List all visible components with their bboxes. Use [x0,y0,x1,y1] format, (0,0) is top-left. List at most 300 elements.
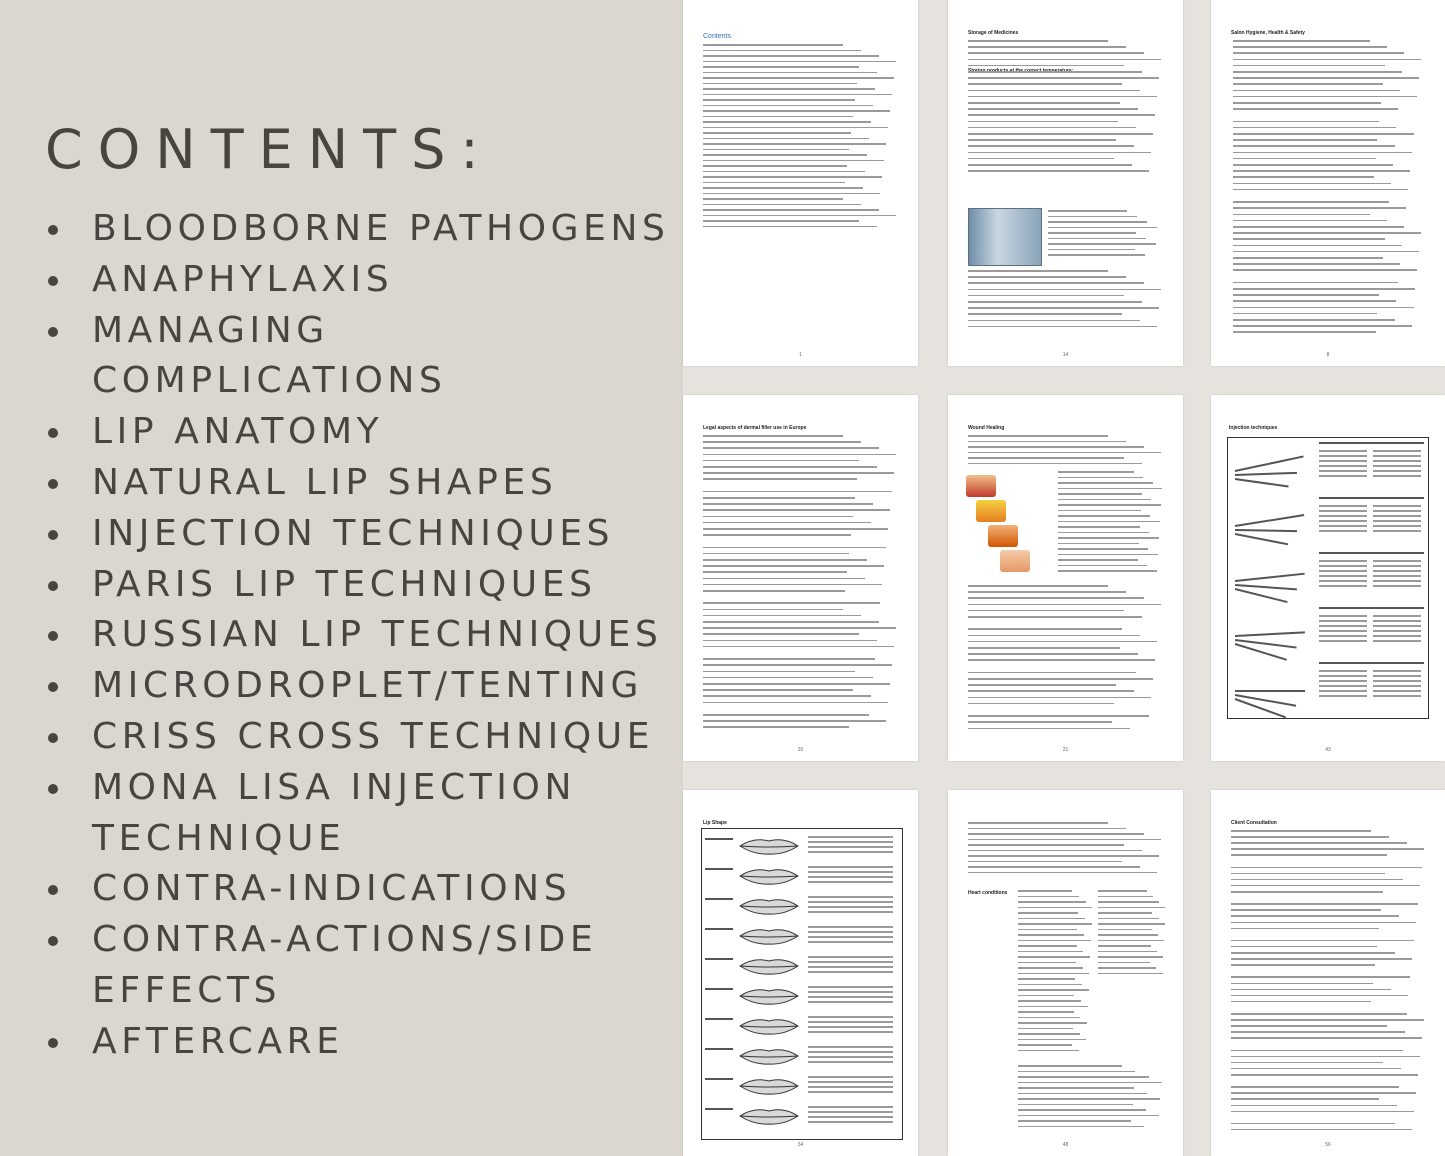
text-line [703,209,879,211]
text-line [1231,1025,1387,1027]
text-line [703,633,859,635]
text-line [1233,127,1396,129]
text-line [968,90,1140,92]
text-line [1233,96,1417,98]
contents-item-label: CONTRA-ACTIONS/SIDE EFFECTS [92,919,598,1011]
text-line [1233,238,1385,240]
text-line [703,702,888,704]
text-line [1319,575,1367,577]
text-line [968,152,1151,154]
text-line [1373,620,1421,622]
text-line [1058,493,1142,495]
text-line [1231,915,1399,917]
text-line [968,457,1124,459]
text-line [1233,251,1419,253]
text-line [703,187,863,189]
bullet-icon [48,631,58,641]
text-line [1319,625,1367,627]
text-line [808,1061,893,1063]
page-heading: Lip Shape [703,820,727,826]
text-line [703,553,849,555]
text-line [1373,520,1421,522]
text-line [1373,565,1421,567]
text-line [703,44,843,46]
text-line [1319,675,1367,677]
text-line [1319,615,1367,617]
text-line [1231,891,1383,893]
text-line [1098,967,1156,969]
text-line [703,55,879,57]
text-line [968,83,1122,85]
text-line [1373,465,1421,467]
text-line [968,628,1122,630]
text-line [1018,1065,1122,1067]
text-line [1233,46,1387,48]
text-line [968,828,1126,830]
text-line [703,447,879,449]
text-line [1233,121,1379,123]
contents-item [48,509,692,560]
text-line [1018,923,1092,925]
text-line [1058,537,1159,539]
preview-page-lip-shapes [683,790,918,1156]
lips-icon [738,896,800,916]
contents-item [48,1017,692,1068]
text-line [703,198,843,200]
contents-item-label: MONA LISA INJECTION TECHNIQUE [92,766,576,859]
text-line [1058,477,1143,479]
text-line [808,1106,893,1108]
text-line [703,646,894,648]
text-line [1233,59,1421,61]
text-line [703,94,892,96]
text-line [968,320,1140,322]
text-line [1319,620,1367,622]
text-line [968,46,1126,48]
text-line [1319,670,1367,672]
fridge-photo [968,208,1042,266]
text-line [968,672,1136,674]
text-line [1319,662,1424,664]
page-heading: Client Consultation [1231,820,1277,826]
text-line [1018,956,1090,958]
contents-item [48,458,692,509]
text-line [1018,984,1082,986]
text-line [1319,635,1367,637]
text-line [1231,946,1377,948]
text-line [968,850,1142,852]
page-heading: Heart conditions [968,890,1008,896]
wound-diagram [988,525,1018,547]
contents-item-label: AFTERCARE [92,1020,344,1062]
bullet-icon [48,327,58,337]
text-line [968,145,1134,147]
text-line [968,855,1159,857]
text-line [1018,1044,1072,1046]
text-line [703,671,855,673]
text-line [1018,896,1079,898]
text-line [1018,1082,1162,1084]
text-line [705,988,733,990]
text-line [703,165,847,167]
text-line [1373,510,1421,512]
text-line [1233,170,1410,172]
text-line [703,689,853,691]
text-line [808,941,893,943]
text-line [968,591,1126,593]
text-line [808,1116,893,1118]
text-line [1231,1037,1422,1039]
text-line [1058,554,1158,556]
text-line [968,121,1118,123]
text-line [1319,465,1367,467]
text-line [968,139,1116,141]
text-line [1058,543,1139,545]
text-line [1233,145,1395,147]
text-line [1231,928,1379,930]
text-line [703,509,890,511]
text-line [703,516,853,518]
page-number: 8 [1326,352,1330,358]
text-line [1058,504,1161,506]
text-line [1018,929,1077,931]
text-line [703,472,894,474]
contents-item-label: RUSSIAN LIP TECHNIQUES [92,614,663,656]
text-line [1233,152,1412,154]
text-line [968,114,1155,116]
page-heading: Contents [703,33,732,40]
text-line [1373,680,1421,682]
text-line [1373,515,1421,517]
text-line [968,52,1144,54]
text-line [705,928,733,930]
text-line [1373,685,1421,687]
text-line [1098,918,1159,920]
contents-item [48,610,692,661]
contents-item [48,204,692,255]
bullet-icon [48,581,58,591]
text-line [1018,945,1077,947]
text-line [968,71,1142,73]
text-line [808,961,893,963]
text-line [1373,560,1421,562]
text-line [1058,570,1157,572]
text-line [703,466,877,468]
text-line [1018,934,1084,936]
text-line [703,220,859,222]
text-line [1373,695,1421,697]
text-line [1058,510,1141,512]
text-line [968,108,1138,110]
text-line [1048,243,1156,245]
text-line [968,641,1157,643]
text-line [1018,1022,1087,1024]
text-line [808,1051,893,1053]
text-line [968,635,1140,637]
text-line [1098,923,1165,925]
text-line [1058,559,1138,561]
text-line [1319,520,1367,522]
text-line [968,65,1124,67]
text-line [703,664,892,666]
text-line [703,441,861,443]
text-line [1058,532,1149,534]
text-line [703,677,873,679]
text-line [1233,133,1414,135]
text-line [808,1111,893,1113]
text-line [1018,951,1083,953]
text-line [1018,973,1089,975]
text-line [703,143,886,145]
text-line [1018,912,1078,914]
text-line [703,478,857,480]
text-line [703,454,896,456]
text-line [1018,1115,1159,1117]
text-line [1231,903,1418,905]
text-line [1231,1031,1405,1033]
text-line [808,1081,893,1083]
text-line [1319,455,1367,457]
text-line [703,110,890,112]
lips-icon [738,1106,800,1126]
text-line [703,99,855,101]
text-line [1048,216,1137,218]
text-line [1231,848,1424,850]
text-line [1098,912,1152,914]
page-heading: Salon Hygiene, Health & Safety [1231,30,1305,36]
text-line [968,585,1108,587]
text-line [1231,1092,1416,1094]
text-line [1373,640,1421,642]
text-line [1231,1111,1414,1113]
bullet-icon [48,885,58,895]
text-line [968,604,1161,606]
text-line [1231,922,1416,924]
bullet-icon [48,479,58,489]
contents-item-label: CONTRA-INDICATIONS [92,868,572,910]
text-line [1319,565,1367,567]
text-line [1319,475,1367,477]
text-line [1233,288,1415,290]
text-line [1231,976,1410,978]
text-line [1098,890,1147,892]
text-line [968,653,1138,655]
text-line [808,971,893,973]
text-line [1018,1050,1079,1052]
text-line [1058,499,1151,501]
text-line [808,841,893,843]
text-line [703,61,896,63]
text-line [1058,565,1147,567]
text-line [968,158,1114,160]
text-line [1233,220,1387,222]
text-line [1233,90,1400,92]
text-line [1319,640,1367,642]
bullet-icon [48,733,58,743]
text-line [1319,525,1367,527]
text-line [808,926,893,928]
text-line [1231,873,1385,875]
bullet-icon [48,428,58,438]
preview-page-hygiene [1211,0,1445,366]
text-line [703,720,886,722]
text-line [1018,1039,1086,1041]
text-line [968,728,1130,730]
text-line [703,584,882,586]
text-line [1231,879,1403,881]
text-line [1319,552,1424,554]
text-line [703,77,894,79]
text-line [703,571,847,573]
text-line [1098,934,1158,936]
text-line [968,77,1159,79]
text-line [1048,249,1135,251]
lips-icon [738,1016,800,1036]
text-line [1233,102,1381,104]
text-line [968,822,1108,824]
text-line [703,50,861,52]
text-line [1231,836,1389,838]
text-line [968,282,1144,284]
preview-page-consultation [1211,790,1445,1156]
text-line [1098,901,1159,903]
text-line [968,289,1161,291]
contents-item-label: LIP ANATOMY [92,411,384,453]
contents-list [48,204,692,1068]
text-line [1233,52,1404,54]
text-line [703,182,845,184]
lip-shape-table [701,828,903,1140]
text-line [968,133,1153,135]
text-line [808,1046,893,1048]
text-line [1233,257,1383,259]
text-line [1098,940,1164,942]
text-line [808,931,893,933]
text-line [1058,548,1148,550]
text-line [705,898,733,900]
text-line [1319,695,1367,697]
text-line [968,844,1124,846]
text-line [808,991,893,993]
lips-icon [738,1076,800,1096]
lips-icon [738,1046,800,1066]
text-line [1233,83,1383,85]
text-line [1233,325,1412,327]
text-line [1048,254,1145,256]
text-line [808,956,893,958]
text-line [1373,530,1421,532]
text-line [968,40,1108,42]
text-line [1233,40,1370,42]
text-line [1373,460,1421,462]
text-line [1018,978,1075,980]
text-line [1319,450,1367,452]
text-line [703,460,859,462]
text-line [1058,521,1160,523]
text-line [968,59,1161,61]
text-line [1373,525,1421,527]
text-line [703,226,877,228]
preview-page-legal [683,395,918,761]
text-line [703,116,853,118]
text-line [1231,952,1395,954]
text-line [808,966,893,968]
text-line [1231,1050,1403,1052]
text-line [703,127,888,129]
text-line [1233,263,1400,265]
text-line [1018,1028,1073,1030]
text-line [703,683,890,685]
contents-panel [0,0,683,1156]
text-line [1018,940,1091,942]
text-line [1233,214,1370,216]
text-line [703,528,888,530]
text-line [1233,269,1417,271]
text-line [1098,896,1153,898]
page-number: 56 [1325,1142,1331,1148]
text-line [1231,909,1381,911]
text-line [1018,907,1092,909]
text-line [1018,1011,1074,1013]
text-line [1018,1104,1133,1106]
text-line [1048,210,1127,212]
text-line [1233,65,1385,67]
text-line [968,170,1149,172]
text-line [703,534,851,536]
contents-item-label: ANAPHYLAXIS [92,258,394,300]
text-line [1018,1033,1080,1035]
text-line [703,138,869,140]
text-line [1231,1001,1371,1003]
text-line [1233,300,1396,302]
text-line [1048,227,1157,229]
text-line [1018,967,1083,969]
text-line [703,132,851,134]
bullet-icon [48,936,58,946]
text-line [703,491,892,493]
text-line [1231,1013,1407,1015]
text-line [703,640,877,642]
text-line [703,658,875,660]
text-line [703,121,871,123]
page-number: 34 [797,1142,804,1148]
text-line [1058,526,1140,528]
text-line [968,866,1140,868]
text-line [808,1086,893,1088]
text-line [968,127,1136,129]
text-line [703,171,865,173]
bullet-icon [48,682,58,692]
page-previews [683,0,1445,1156]
text-line [1018,1076,1149,1078]
text-line [703,435,843,437]
text-line [1098,951,1157,953]
text-line [968,697,1151,699]
text-line [1233,331,1376,333]
text-line [808,901,893,903]
page-heading: Storage of Medicines [968,30,1019,36]
text-line [1231,1068,1401,1070]
text-line [1098,907,1165,909]
text-line [1373,570,1421,572]
text-line [808,1016,893,1018]
text-line [1319,607,1424,609]
text-line [968,276,1126,278]
contents-item [48,661,692,712]
text-line [968,270,1108,272]
text-line [808,936,893,938]
text-line [703,88,875,90]
